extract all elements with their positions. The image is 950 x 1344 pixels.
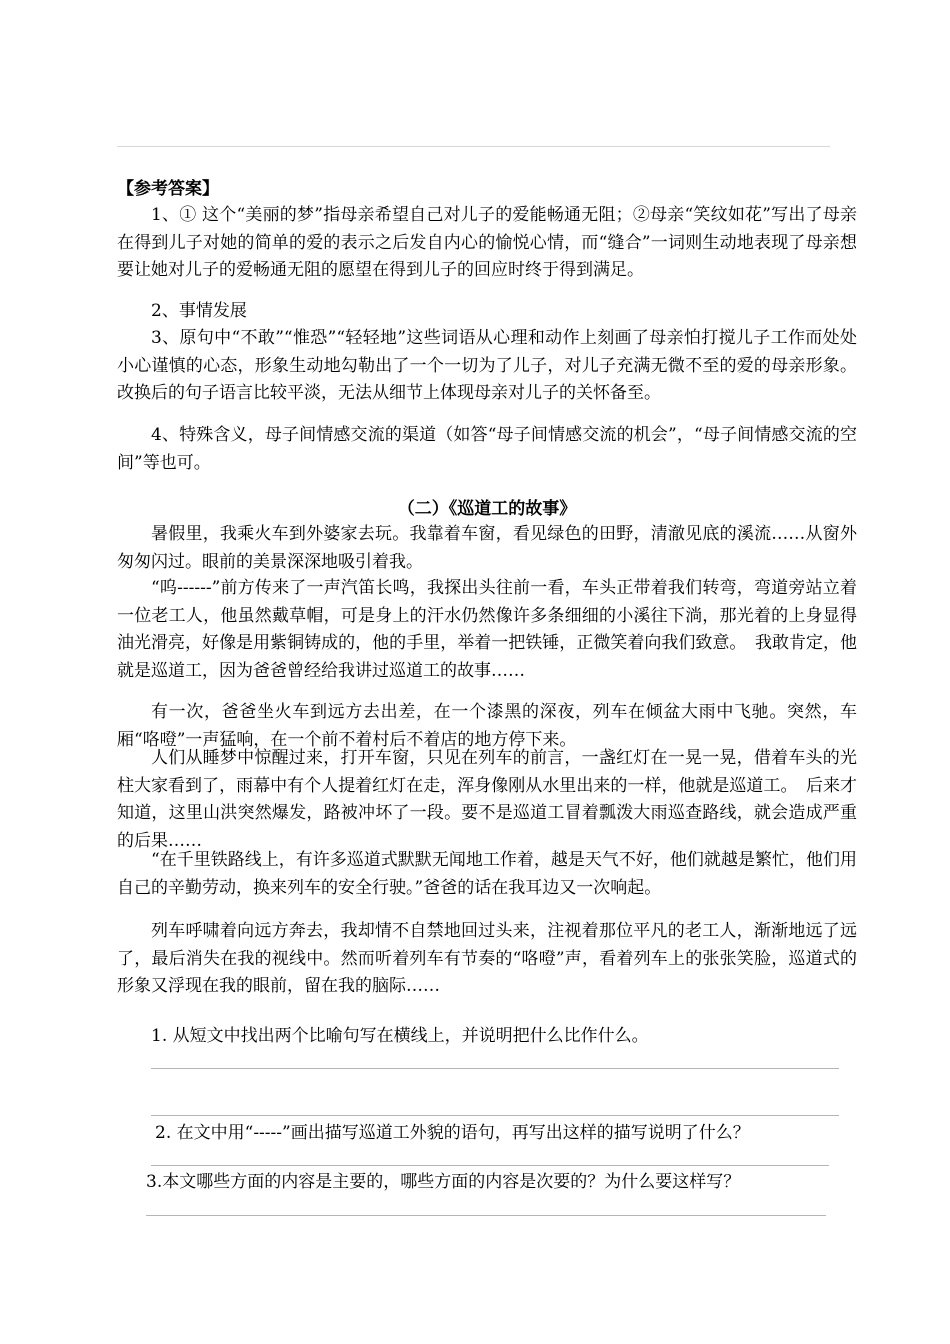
question-3: 3.本文哪些方面的内容是主要的，哪些方面的内容是次要的？为什么要这样写？ (146, 1172, 741, 1192)
question-1: 1. 从短文中找出两个比喻句写在横线上，并说明把什么比作什么。 (151, 1026, 649, 1046)
story-paragraph-4: 人们从睡梦中惊醒过来，打开车窗，只见在列车的前言，一盏红灯在一晃一晃，借着车头的光柱大家看到了，雨幕中有个人提着红灯在走，浑身像刚从水里出来的一样，他就是巡道工。 后来才知道，这里山洪突然爆发，路被冲坏了一段。要不是巡道工冒着瓢泼大雨巡查路线，就会造成严重的后果…… (117, 748, 857, 851)
answer-item-4: 4、特殊含义，母子间情感交流的渠道（如答“母子间情感交流的机会”，“母子间情感交流的空间”等也可。 (117, 425, 857, 473)
story-paragraph-5: “在千里铁路线上，有许多巡道式默默无闻地工作着，越是天气不好，他们就越是繁忙，他们用自己的辛勤劳动，换来列车的安全行驶。”爸爸的话在我耳边又一次响起。 (117, 850, 857, 898)
answer-heading: 【参考答案】 (117, 179, 219, 199)
story-paragraph-1: 暑假里，我乘火车到外婆家去玩。我靠着车窗，看见绿色的田野，清澈见底的溪流……从窗外匆匆闪过。眼前的美景深深地吸引着我。 (117, 524, 857, 572)
answer-line-3[interactable] (146, 1215, 826, 1216)
story-paragraph-3: 有一次，爸爸坐火车到远方去出差，在一个漆黑的深夜，列车在倾盆大雨中飞驰。突然，车厢“咯噔”一声猛响，在一个前不着村后不着店的地方停下来。 (117, 702, 857, 750)
answer-item-3: 3、原句中“不敢”“惟恐”“轻轻地”这些词语从心理和动作上刻画了母亲怕打搅儿子工作而处处小心谨慎的心态，形象生动地勾勒出了一个一切为了儿子，对儿子充满无微不至的爱的母亲形象。改换后的句子语言比较平淡，无法从细节上体现母亲对儿子的关怀备至。 (117, 328, 857, 403)
story-title: （二）《巡道工的故事》 (397, 499, 577, 519)
answer-item-2: 2、事情发展 (151, 301, 247, 321)
story-paragraph-2: “呜------”前方传来了一声汽笛长鸣，我探出头往前一看，车头正带着我们转弯，弯道旁站立着一位老工人，他虽然戴草帽，可是身上的汗水仍然像许多条细细的小溪往下淌，那光着的上身显得油光滑亮，好像是用紫铜铸成的，他的手里，举着一把铁锤，正微笑着向我们致意。 我敢肯定，他就是巡道工，因为爸爸曾经给我讲过巡道工的故事…… (117, 578, 857, 681)
question-2: 2. 在文中用“-----”画出描写巡道工外貌的语句，再写出这样的描写说明了什么？ (155, 1123, 750, 1143)
answer-line-2[interactable] (151, 1165, 829, 1166)
top-divider (117, 146, 830, 147)
answer-line-1b[interactable] (151, 1115, 839, 1116)
answer-line-1a[interactable] (151, 1068, 839, 1069)
story-paragraph-6: 列车呼啸着向远方奔去，我却情不自禁地回过头来，注视着那位平凡的老工人，渐渐地远了远了，最后消失在我的视线中。然而听着列车有节奏的“咯噔”声，看着列车上的张张笑脸，巡道式的形象又浮现在我的眼前，留在我的脑际…… (117, 921, 857, 996)
answer-item-1: 1、① 这个“美丽的梦”指母亲希望自己对儿子的爱能畅通无阻；②母亲“笑纹如花”写出了母亲在得到儿子对她的简单的爱的表示之后发自内心的愉悦心情，而“缝合”一词则生动地表现了母亲想要让她对儿子的爱畅通无阻的愿望在得到儿子的回应时终于得到满足。 (117, 205, 857, 280)
